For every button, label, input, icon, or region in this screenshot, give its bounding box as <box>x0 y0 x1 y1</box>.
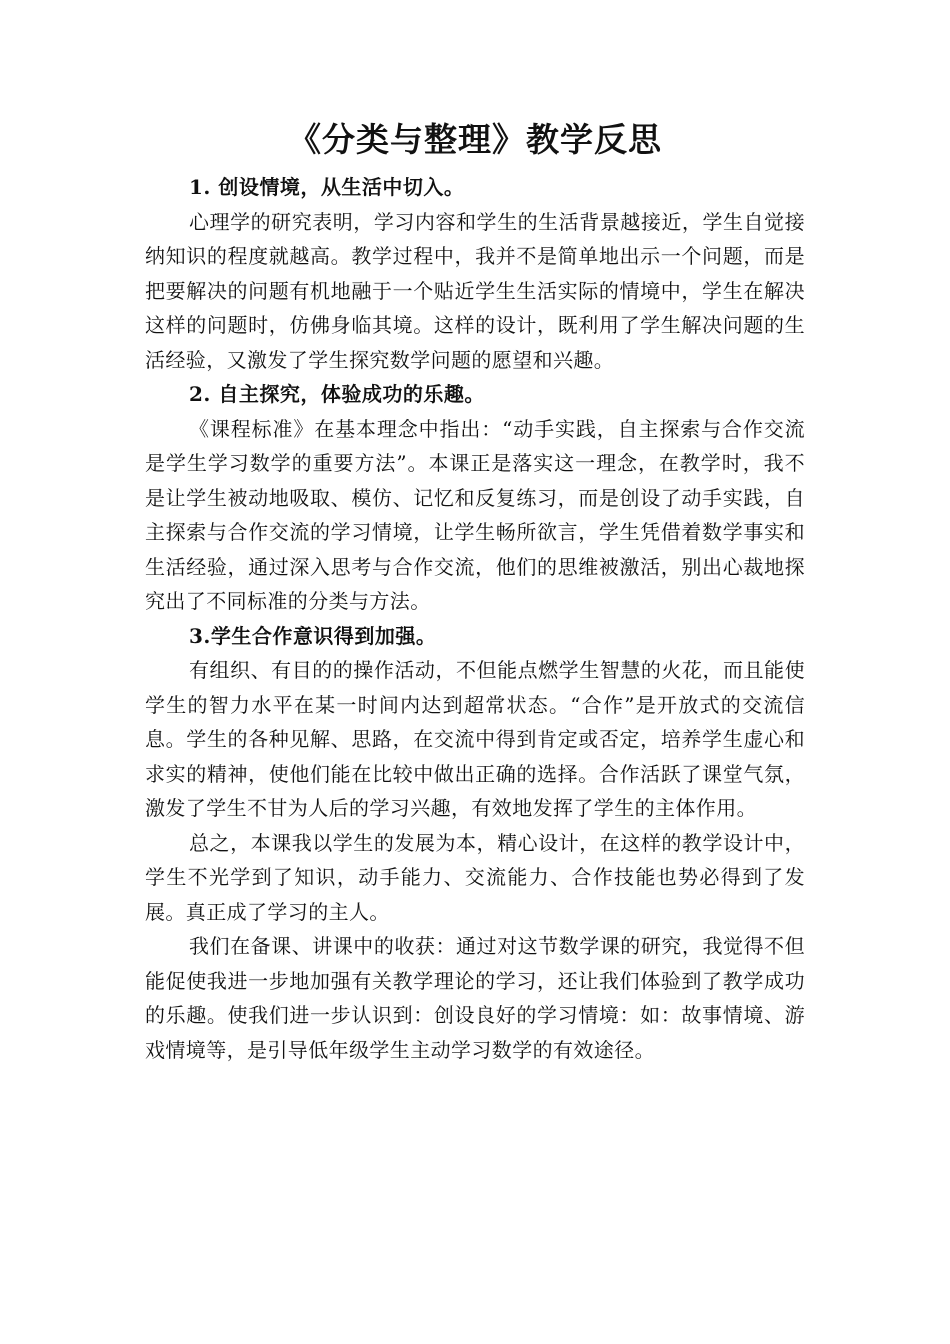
section-heading-2: 2. 自主探究，体验成功的乐趣。 <box>189 382 485 406</box>
document-body <box>145 170 805 1067</box>
section-paragraph-1: 心理学的研究表明，学习内容和学生的生活背景越接近，学生自觉接纳知识的程度就越高。教学过程中，我并不是简单地出示一个问题，而是把要解决的问题有机地融于一个贴近学生生活实际的情境中，学生在解决这样的问题时，仿佛身临其境。这样的设计，既利用了学生解决问题的生活经验，又激发了学生探究数学问题的愿望和兴趣。 <box>145 209 805 372</box>
section-paragraph-2: 《课程标准》在基本理念中指出：“动手实践，自主探索与合作交流是学生学习数学的重要方法”。本课正是落实这一理念，在教学时，我不是让学生被动地吸取、模仿、记忆和反复练习，而是创设了动手实践，自主探索与合作交流的学习情境，让学生畅所欲言，学生凭借着数学事实和生活经验，通过深入思考与合作交流，他们的思维被激活，别出心裁地探究出了不同标准的分类与方法。 <box>145 416 805 613</box>
section-paragraph-3: 有组织、有目的的操作活动，不但能点燃学生智慧的火花，而且能使学生的智力水平在某一时间内达到超常状态。“合作”是开放式的交流信息。学生的各种见解、思路，在交流中得到肯定或否定，培养学生虚心和求实的精神，使他们能在比较中做出正确的选择。合作活跃了课堂气氛，激发了学生不甘为人后的学习兴趣，有效地发挥了学生的主体作用。 <box>145 658 805 820</box>
document-title: 《分类与整理》教学反思 <box>288 120 662 159</box>
gains-paragraph: 我们在备课、讲课中的收获：通过对这节数学课的研究，我觉得不但能促使我进一步地加强有关教学理论的学习，还让我们体验到了教学成功的乐趣。使我们进一步认识到：创设良好的学习情境：如：故事情境、游戏情境等，是引导低年级学生主动学习数学的有效途径。 <box>145 934 805 1062</box>
section-heading-3: 3.学生合作意识得到加强。 <box>189 623 437 648</box>
summary-paragraph: 总之，本课我以学生的发展为本，精心设计，在这样的教学设计中，学生不光学到了知识，动手能力、交流能力、合作技能也势必得到了发展。真正成了学习的主人。 <box>145 830 805 924</box>
section-heading-1: 1. 创设情境，从生活中切入。 <box>189 175 465 199</box>
